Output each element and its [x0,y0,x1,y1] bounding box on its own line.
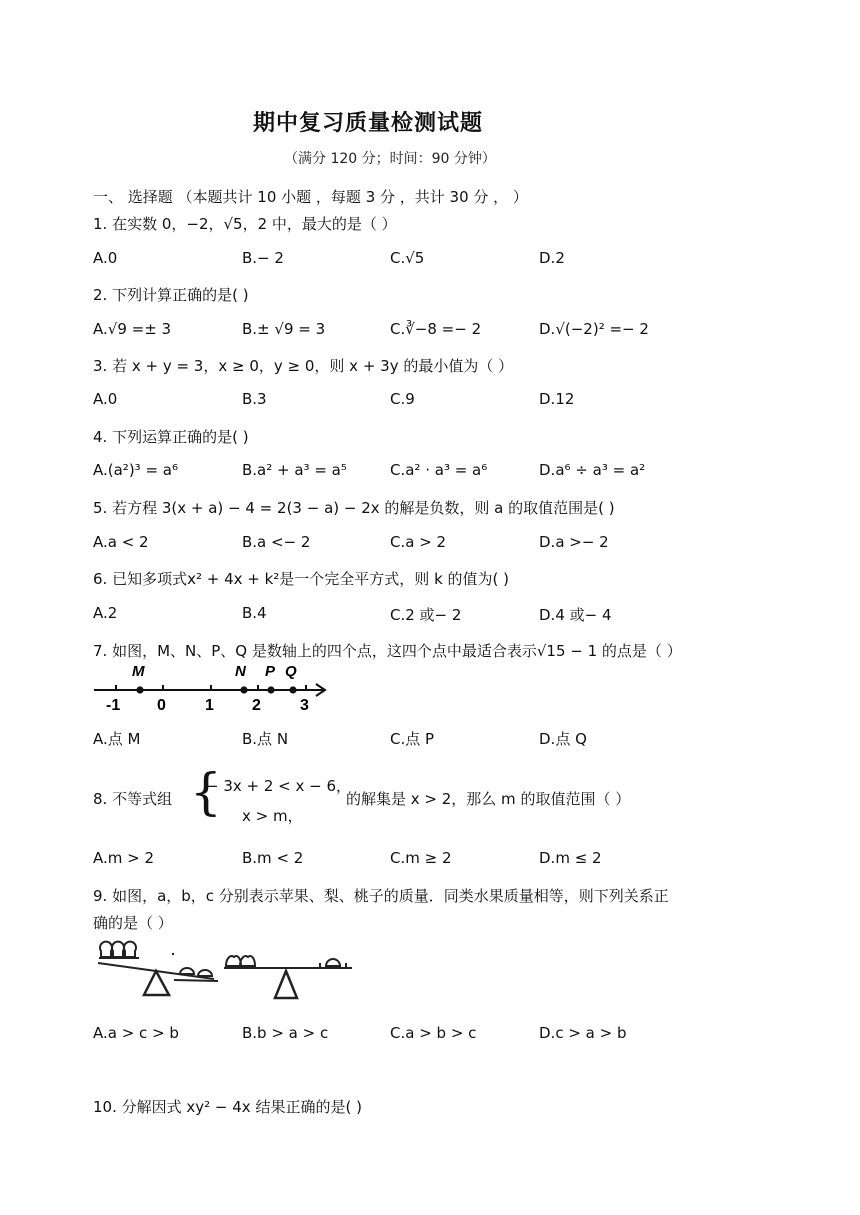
question-3-stem: 3. 若 x + y = 3，x ≥ 0，y ≥ 0，则 x + 3y 的最小值为（ ） [93,357,514,375]
question-7-option-c: C.点 P [390,730,435,748]
point-n-label: N [235,663,246,680]
apple-icon [124,942,136,957]
point-m-label: M [132,663,145,680]
point-q-dot [289,686,296,693]
question-8-stem-suffix: 的解集是 x > 2，那么 m 的取值范围（ ） [346,790,631,808]
question-6-stem: 6. 已知多项式x² + 4x + k²是一个完全平方式，则 k 的值为( ) [93,570,509,588]
question-9-option-b: B.b > a > c [242,1024,329,1042]
tick-label: 0 [157,697,166,714]
question-1-option-c: C.√5 [390,249,425,267]
question-1-option-b: B.− 2 [242,249,284,267]
question-8-option-c: C.m ≥ 2 [390,849,452,867]
question-5-option-d: D.a >− 2 [539,533,609,551]
system-line-1: − 3x + 2 < x − 6， [206,777,352,795]
balance-scale-left [98,942,218,995]
scale-fulcrum-triangle [275,971,297,998]
question-4-option-c: C.a² · a³ = a⁶ [390,461,488,479]
question-4-option-b: B.a² + a³ = a⁵ [242,461,347,479]
point-p-dot [267,686,274,693]
question-3-option-d: D.12 [539,390,575,408]
question-5-stem: 5. 若方程 3(x + a) − 4 = 2(3 − a) − 2x 的解是负数，则 a 的取值范围是( ) [93,499,615,517]
balance-scales-figure [94,938,356,1008]
point-n-dot [240,686,247,693]
question-6-option-d: D.4 或− 4 [539,606,612,624]
question-2-option-d: D.√(−2)² =− 2 [539,320,649,338]
question-8-stem-prefix: 8. 不等式组 [93,790,173,808]
tick-label: 2 [252,697,261,714]
question-9-option-d: D.c > a > b [539,1024,627,1042]
question-7-option-b: B.点 N [242,730,289,748]
apple-icon [326,959,340,966]
question-1-option-a: A.0 [93,249,118,267]
point-m-dot [136,686,143,693]
question-3-option-b: B.3 [242,390,267,408]
page-subtitle: （满分 120 分；时间：90 分钟） [284,151,496,167]
number-line-figure [92,660,332,714]
question-6-option-a: A.2 [93,604,118,622]
question-9-stem: 9. 如图，a，b，c 分别表示苹果、梨、桃子的质量．同类水果质量相等，则下列关系正 [93,887,669,905]
question-5-option-b: B.a <− 2 [242,533,311,551]
pear-icon [226,956,241,966]
scale-fulcrum-triangle [144,971,169,995]
point-p-label: P [265,663,276,680]
tick-label: -1 [106,697,121,714]
question-4-stem: 4. 下列运算正确的是( ) [93,428,249,446]
question-1-option-d: D.2 [539,249,565,267]
peach-icon [198,970,212,976]
question-3-option-a: A.0 [93,390,118,408]
question-7-stem: 7. 如图，M、N、P、Q 是数轴上的四个点，这四个点中最适合表示√15 − 1 的点是（ ） [93,642,682,660]
question-5-option-c: C.a > 2 [390,533,447,551]
question-2-option-c: C.∛−8 =− 2 [390,320,482,338]
question-8-option-a: A.m > 2 [93,849,155,867]
scale-pan [174,980,218,981]
apple-icon [100,942,112,957]
system-brace: { [190,763,222,821]
question-2-option-b: B.± √9 = 3 [242,320,326,338]
page-title: 期中复习质量检测试题 [253,111,484,136]
peach-icon [180,968,194,974]
question-2-option-a: A.√9 =± 3 [93,320,172,338]
tick-label: 3 [300,697,309,714]
question-4-option-d: D.a⁶ ÷ a³ = a² [539,461,646,479]
balance-scale-right [224,956,352,998]
question-8-option-d: D.m ≤ 2 [539,849,602,867]
question-8-option-b: B.m < 2 [242,849,304,867]
question-9-option-c: C.a > b > c [390,1024,477,1042]
question-1-stem: 1. 在实数 0，−2，√5，2 中，最大的是（ ） [93,215,397,233]
question-5-option-a: A.a < 2 [93,533,149,551]
apple-icon [112,942,124,957]
question-9-option-a: A.a > c > b [93,1024,179,1042]
question-9-stem-line-2: 确的是（ ） [93,914,173,932]
question-6-option-b: B.4 [242,604,267,622]
question-6-option-c: C.2 或− 2 [390,606,462,624]
section-heading: 一、 选择题 （本题共计 10 小题 ，每题 3 分 ，共计 30 分 ， ） [93,188,528,206]
system-line-2: x > m， [242,807,303,825]
question-7-option-a: A.点 M [93,730,141,748]
pear-icon [240,956,255,966]
point-q-label: Q [285,663,297,680]
question-10-stem: 10. 分解因式 xy² − 4x 结果正确的是( ) [93,1098,362,1116]
question-4-option-a: A.(a²)³ = a⁶ [93,461,178,479]
question-3-option-c: C.9 [390,390,415,408]
question-7-option-d: D.点 Q [539,730,587,748]
tick-label: 1 [205,697,214,714]
question-2-stem: 2. 下列计算正确的是( ) [93,286,249,304]
